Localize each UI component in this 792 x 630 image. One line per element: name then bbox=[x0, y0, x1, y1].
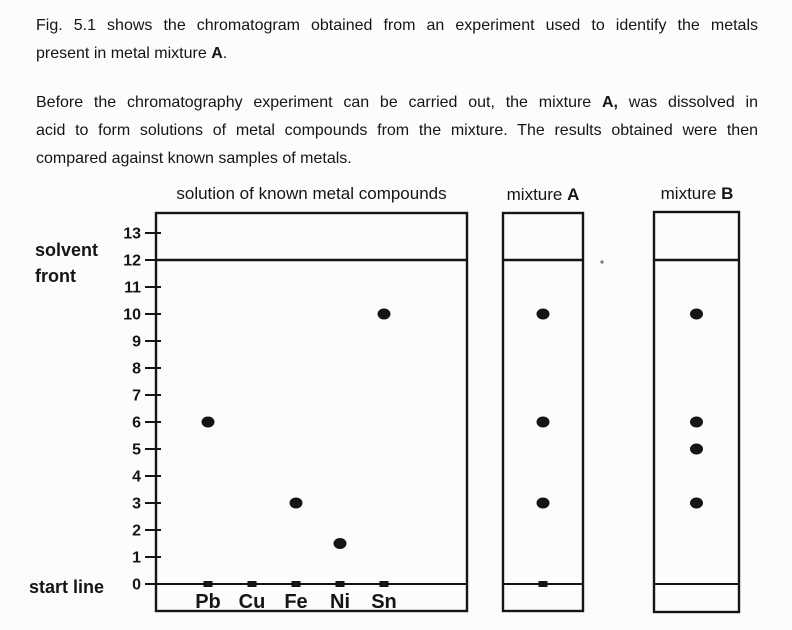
scale-tick-label: 3 bbox=[132, 495, 141, 513]
spot-ni bbox=[334, 538, 347, 549]
scale-tick-label: 12 bbox=[123, 252, 141, 270]
mixture-b-box bbox=[654, 212, 739, 612]
lane-label-pb: Pb bbox=[195, 591, 221, 613]
lane-label-sn: Sn bbox=[371, 591, 397, 613]
scale-tick-label: 4 bbox=[132, 468, 141, 486]
origin-spot-pb bbox=[204, 581, 213, 587]
lane-label-fe: Fe bbox=[284, 591, 308, 613]
scale-tick-label: 2 bbox=[132, 522, 141, 540]
spot-pb bbox=[202, 417, 215, 428]
known-panel-box bbox=[156, 213, 467, 611]
scan-speck bbox=[600, 260, 603, 263]
lane-label-cu: Cu bbox=[238, 591, 266, 613]
mixture-b-spot bbox=[690, 417, 703, 428]
paragraph-line: present in metal mixture A. bbox=[36, 45, 228, 62]
paragraph-line: compared against known samples of metals. bbox=[36, 150, 352, 167]
scale-tick-label: 7 bbox=[132, 387, 141, 405]
mixture-b-title: mixture B bbox=[660, 184, 734, 203]
mixture-a-spot bbox=[537, 417, 550, 428]
mixture-a-title: mixture A bbox=[506, 185, 580, 204]
scale-tick-label: 10 bbox=[123, 306, 141, 324]
scale-tick-label: 9 bbox=[132, 333, 141, 351]
mixture-a-spot bbox=[537, 498, 550, 509]
solvent-front-label-line2: front bbox=[35, 266, 76, 286]
known-panel-title: solution of known metal compounds bbox=[176, 184, 447, 203]
scale-tick-label: 1 bbox=[132, 549, 141, 567]
mixture-a-spot bbox=[537, 309, 550, 320]
scale-tick-label: 6 bbox=[132, 414, 141, 432]
scale-tick-label: 0 bbox=[132, 576, 141, 594]
mixture-b-spot bbox=[690, 498, 703, 509]
mixture-b-spot bbox=[690, 444, 703, 455]
scale-tick-label: 11 bbox=[124, 279, 141, 297]
lane-label-ni: Ni bbox=[330, 591, 350, 613]
origin-spot-ni bbox=[336, 581, 345, 587]
origin-spot-fe bbox=[292, 581, 301, 587]
origin-spot-sn bbox=[380, 581, 389, 587]
start-line-label: start line bbox=[29, 577, 105, 597]
scale-tick-label: 5 bbox=[132, 441, 141, 459]
mixture-a-box bbox=[503, 213, 583, 611]
paragraph-line: Before the chromatography experiment can be carried out, the mixture A, was dissolved in bbox=[36, 94, 758, 111]
mixture-a-origin-spot bbox=[539, 581, 548, 587]
paragraph-line: Fig. 5.1 shows the chromatogram obtained from an experiment used to identify the metals bbox=[36, 17, 758, 34]
spot-sn bbox=[378, 309, 391, 320]
solvent-front-label-line1: solvent bbox=[35, 240, 99, 260]
scale-tick-label: 8 bbox=[132, 360, 141, 378]
mixture-b-spot bbox=[690, 309, 703, 320]
scale-tick-label: 13 bbox=[123, 225, 141, 243]
spot-fe bbox=[290, 498, 303, 509]
origin-spot-cu bbox=[248, 581, 257, 587]
paragraph-line: acid to form solutions of metal compounds from the mixture. The results obtained were then bbox=[36, 122, 758, 139]
